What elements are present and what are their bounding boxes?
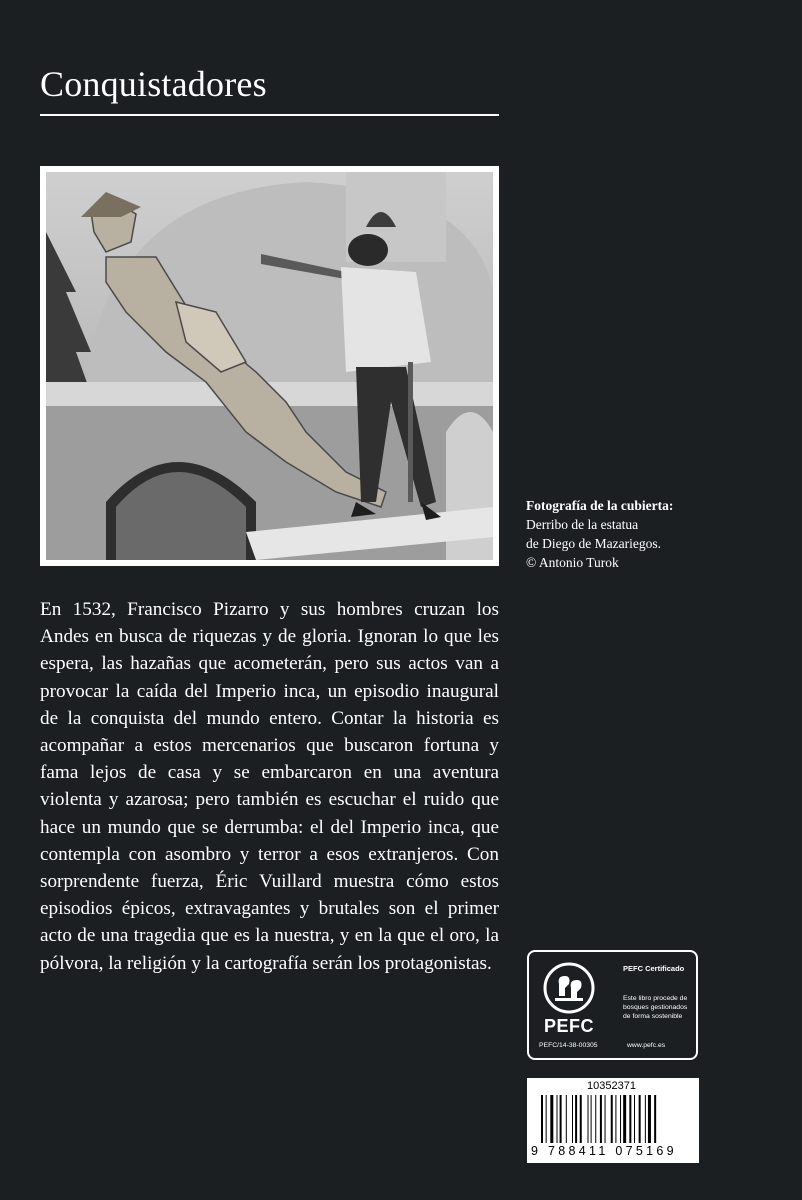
barcode-bar	[634, 1095, 635, 1143]
barcode-bar	[615, 1095, 616, 1143]
photo-credit-line: Derribo de la estatua	[526, 517, 639, 532]
pefc-code: PEFC/14-38-00305	[539, 1042, 598, 1049]
barcode-bar	[623, 1095, 626, 1143]
barcode-bar	[620, 1095, 621, 1143]
pefc-certification-badge	[527, 950, 698, 1060]
barcode-bar	[546, 1095, 547, 1143]
cover-photo-frame	[40, 166, 499, 566]
barcode-bars	[541, 1095, 691, 1143]
barcode-bar	[629, 1095, 631, 1143]
pefc-tree-logo-icon	[541, 962, 597, 1014]
barcode-bar	[575, 1095, 577, 1143]
book-title: Conquistadores	[40, 64, 267, 104]
pefc-wordmark: PEFC	[543, 1016, 594, 1036]
barcode-bar	[580, 1095, 582, 1143]
barcode-bar	[557, 1095, 558, 1143]
barcode-bar	[560, 1095, 562, 1143]
statue-toppling-photo	[46, 172, 493, 560]
barcode-bar	[588, 1095, 589, 1143]
photo-credit-line: de Diego de Mazariegos.	[526, 536, 661, 551]
cover-photo	[46, 172, 493, 560]
title-divider	[40, 114, 499, 116]
barcode-bar	[600, 1095, 602, 1143]
photo-credit-line: © Antonio Turok	[526, 555, 619, 570]
pefc-title: PEFC Certificado	[623, 964, 685, 973]
pefc-web: www.pefc.es	[627, 1042, 666, 1049]
barcode-bar	[541, 1095, 543, 1143]
barcode-bar	[595, 1095, 596, 1143]
barcode-bar	[566, 1095, 567, 1143]
barcode-bar	[645, 1095, 646, 1143]
photo-credit	[526, 496, 786, 572]
barcode	[527, 1078, 699, 1163]
description-text: En 1532, Francisco Pizarro y sus hombres cruzan los Andes en busca de riquezas y de gloria. Ignoran lo que les espera, las hazañas que acometerán, pero sus actos van a provocar la caída del Imperio inca, un episodio inaugural de la conquista del mundo entero. Contar la historia es acompañar a estos mercenarios que buscaron fortuna y fama lejos de casa y se embarcaron en una aventura violenta y azarosa; pero también es escuchar el ruido que hace un mundo que se derrumba: el del Imperio inca, que contempla con asombro y terror a esos extranjeros. Con sorprendente fuerza, Éric Vuillard muestra cómo estos episodios épicos, extravagantes y brutales son el primer acto de una tragedia que es la nuestra, y en la que el oro, la pólvora, la religión y la cartografía serán los protagonistas.	[40, 599, 499, 974]
barcode-bar	[639, 1095, 641, 1143]
barcode-top-number: 10352371	[587, 1080, 636, 1092]
book-description	[40, 596, 499, 977]
barcode-bar	[605, 1095, 606, 1143]
barcode-bar	[611, 1095, 613, 1143]
photo-credit-label: Fotografía de la cubierta:	[526, 498, 674, 513]
barcode-bar	[550, 1095, 553, 1143]
barcode-bar	[654, 1095, 656, 1143]
pefc-text: Este libro procede de bosques gestionados de forma sostenible	[623, 995, 688, 1020]
barcode-bar	[591, 1095, 592, 1143]
barcode-bar	[572, 1095, 573, 1143]
barcode-bar	[648, 1095, 651, 1143]
barcode-digits: 9 788411 075169	[531, 1144, 677, 1158]
